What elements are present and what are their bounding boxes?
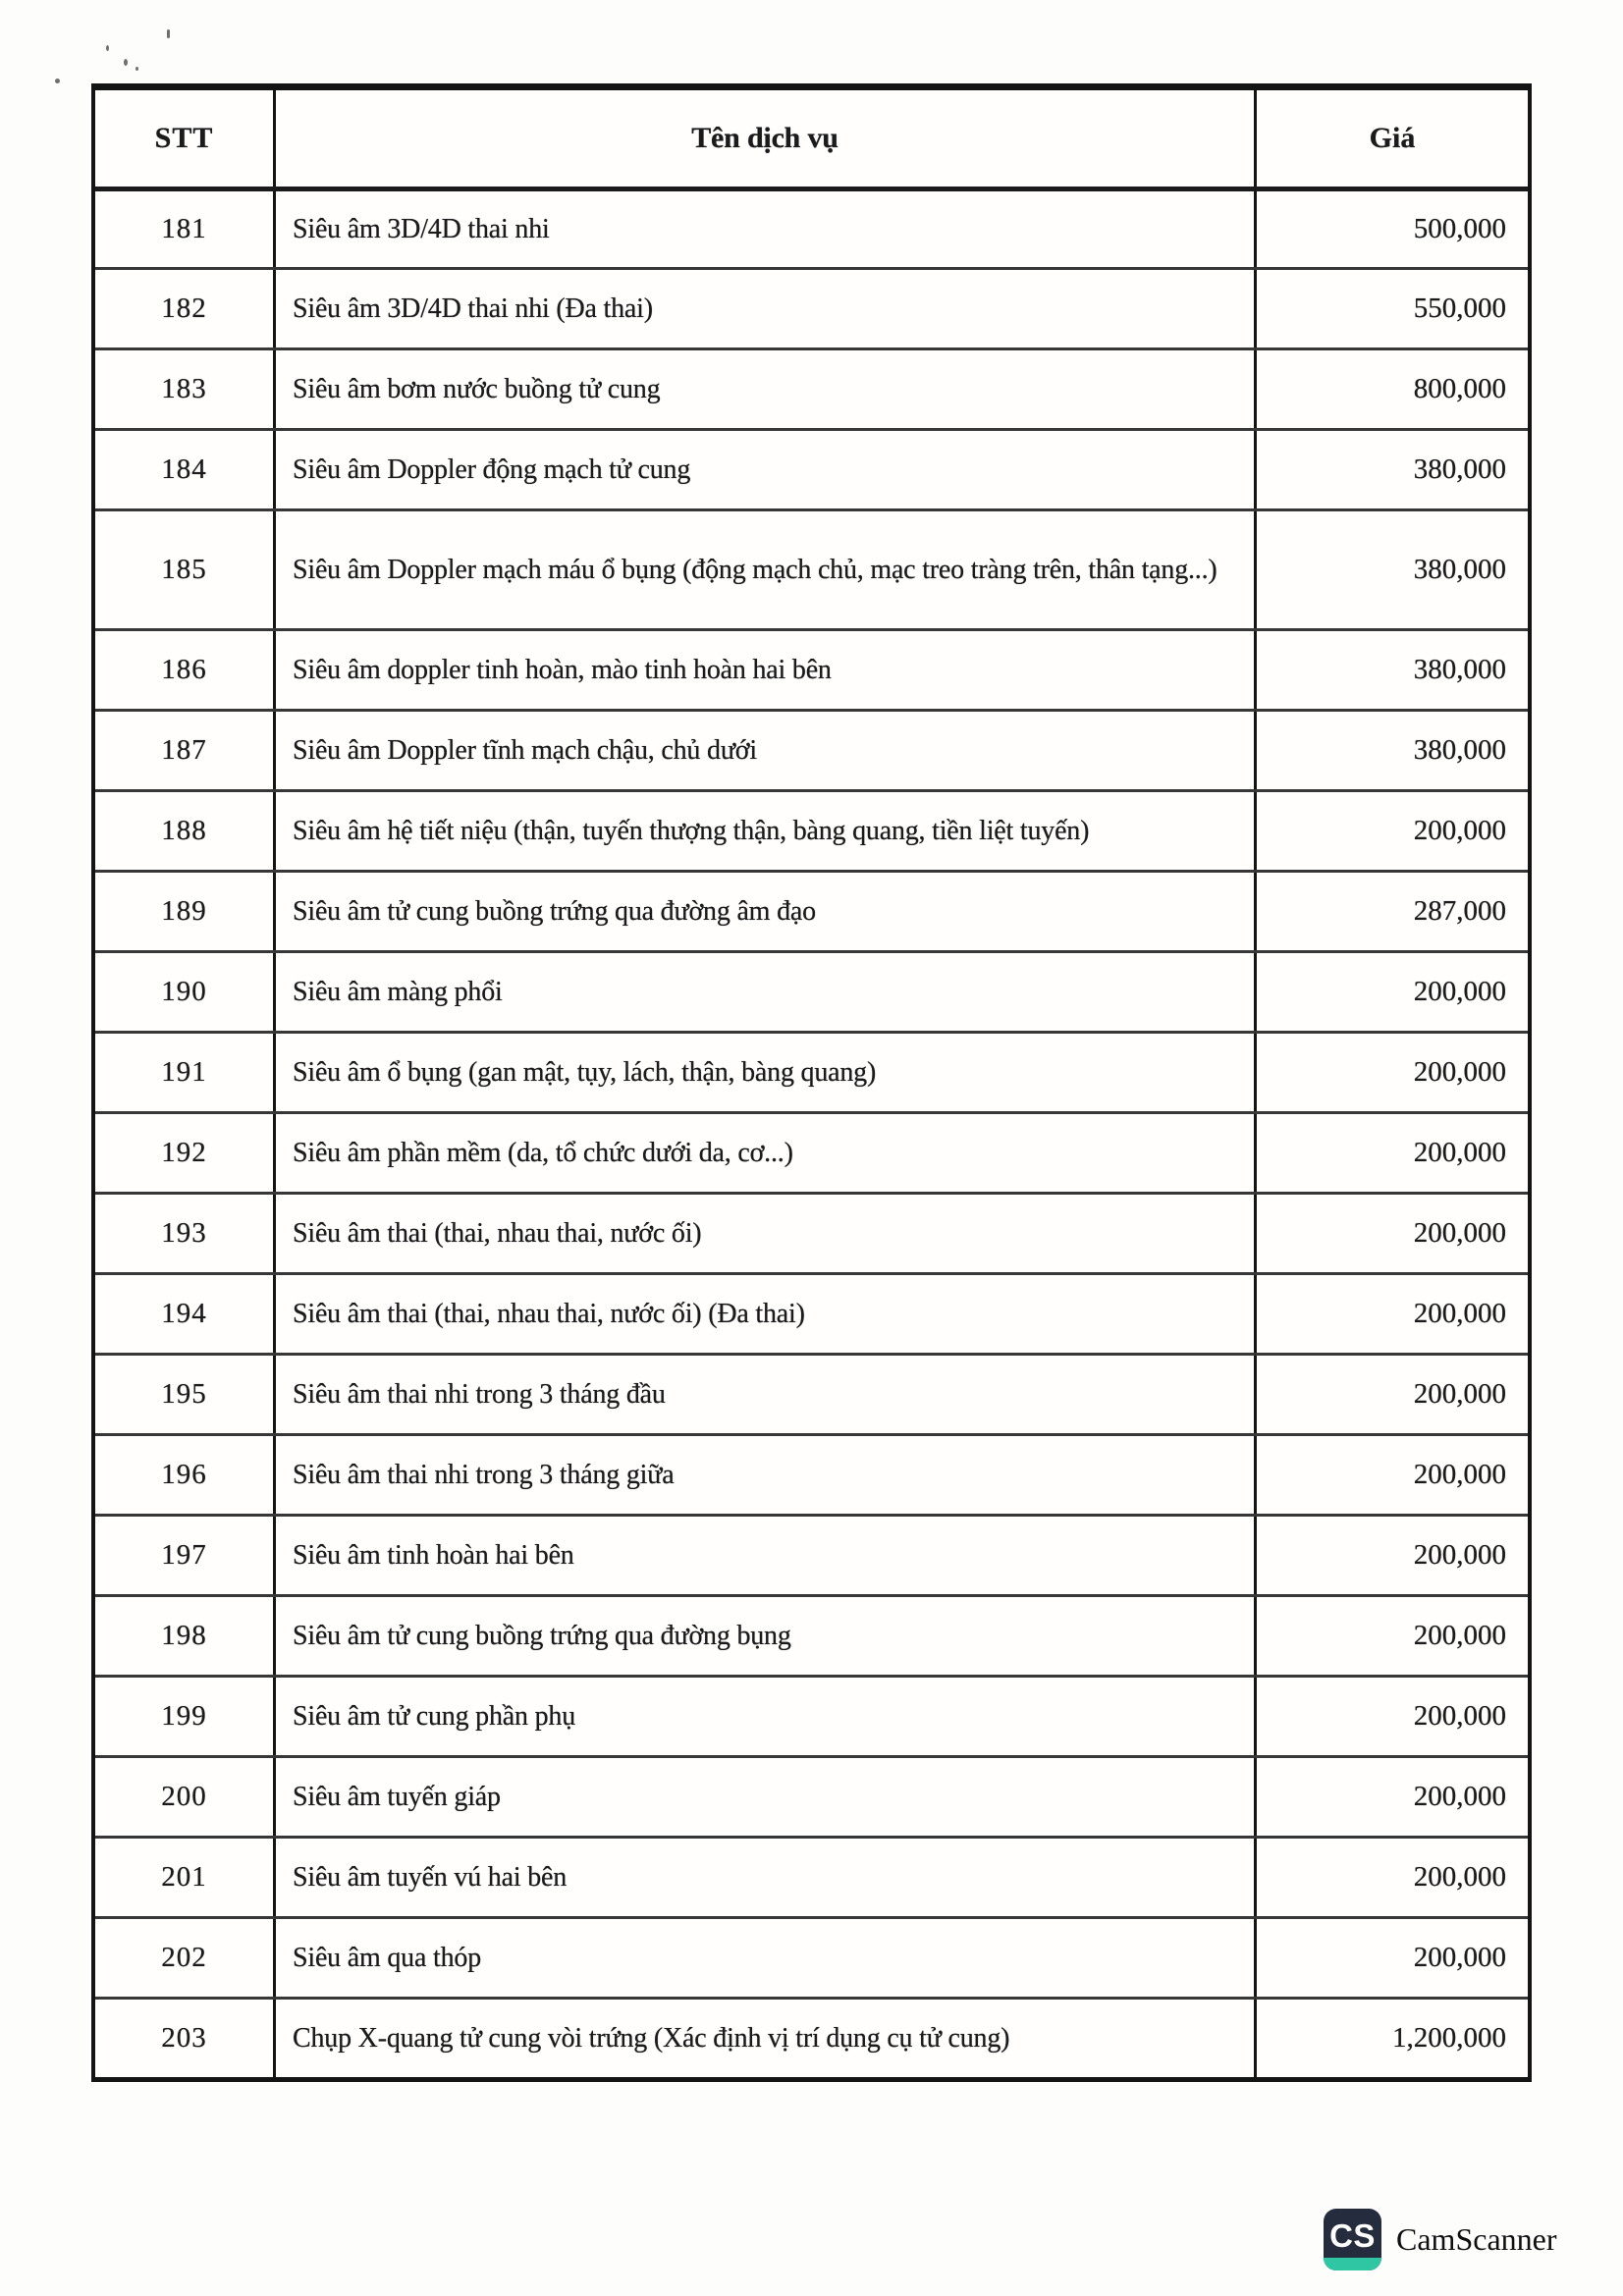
table-row [95, 187, 1528, 267]
row-stt: 187 [95, 712, 276, 789]
row-service: Siêu âm thai (thai, nhau thai, nước ối) [276, 1195, 1257, 1272]
row-service: Siêu âm tuyến vú hai bên [276, 1839, 1257, 1916]
row-price: 200,000 [1413, 1298, 1506, 1329]
table-row [95, 789, 1528, 870]
row-stt: 203 [95, 2000, 276, 2077]
scan-speck [106, 45, 109, 51]
row-stt: 181 [95, 191, 276, 267]
row-stt: 200 [95, 1758, 276, 1836]
table-row [95, 1031, 1528, 1111]
row-service: Chụp X-quang tử cung vòi trứng (Xác định vị trí dụng cụ tử cung) [276, 2000, 1257, 2077]
table-body [95, 187, 1528, 2077]
row-service: Siêu âm qua thóp [276, 1919, 1257, 1997]
row-service: Siêu âm tử cung buồng trứng qua đường bụng [276, 1597, 1257, 1675]
row-price: 200,000 [1413, 1378, 1506, 1410]
row-price: 287,000 [1413, 895, 1506, 927]
table-row [95, 1272, 1528, 1353]
row-service: Siêu âm phần mềm (da, tổ chức dưới da, cơ...) [276, 1114, 1257, 1192]
table-row [95, 1192, 1528, 1272]
row-stt: 193 [95, 1195, 276, 1272]
row-service: Siêu âm tinh hoàn hai bên [276, 1517, 1257, 1594]
row-price: 200,000 [1413, 815, 1506, 846]
row-stt: 201 [95, 1839, 276, 1916]
price-table [91, 83, 1532, 2082]
table-row [95, 1675, 1528, 1755]
row-stt: 199 [95, 1678, 276, 1755]
row-stt: 185 [95, 511, 276, 628]
row-price: 800,000 [1413, 373, 1506, 404]
row-service: Siêu âm thai (thai, nhau thai, nước ối) (Đa thai) [276, 1275, 1257, 1353]
row-price: 200,000 [1413, 1217, 1506, 1249]
scan-speck [167, 29, 170, 38]
table-row [95, 1433, 1528, 1514]
row-service: Siêu âm thai nhi trong 3 tháng đầu [276, 1356, 1257, 1433]
row-service: Siêu âm ổ bụng (gan mật, tụy, lách, thận, bàng quang) [276, 1034, 1257, 1111]
row-price: 1,200,000 [1392, 2022, 1506, 2054]
row-service: Siêu âm hệ tiết niệu (thận, tuyến thượng thận, bàng quang, tiền liệt tuyến) [276, 792, 1257, 870]
row-price: 200,000 [1413, 1056, 1506, 1088]
table-header-row [95, 90, 1528, 187]
row-price: 200,000 [1413, 1620, 1506, 1651]
table-row [95, 870, 1528, 950]
camscanner-logo-strip [1324, 2258, 1381, 2270]
scan-speck [135, 67, 138, 71]
row-price: 200,000 [1413, 1137, 1506, 1168]
row-price: 380,000 [1413, 554, 1506, 585]
row-service: Siêu âm Doppler mạch máu ổ bụng (động mạch chủ, mạc treo tràng trên, thân tạng...) [276, 511, 1257, 628]
row-service: Siêu âm tử cung phần phụ [276, 1678, 1257, 1755]
row-price: 200,000 [1413, 1781, 1506, 1812]
table-row [95, 1111, 1528, 1192]
table-row [95, 1997, 1528, 2077]
row-stt: 189 [95, 873, 276, 950]
table-row [95, 709, 1528, 789]
table-row [95, 347, 1528, 428]
table-row [95, 1594, 1528, 1675]
table-row [95, 1514, 1528, 1594]
row-price: 200,000 [1413, 1942, 1506, 1973]
header-service: Tên dịch vụ [276, 90, 1257, 187]
row-price: 200,000 [1413, 1861, 1506, 1893]
row-price: 200,000 [1413, 1459, 1506, 1490]
row-stt: 202 [95, 1919, 276, 1997]
table-row [95, 508, 1528, 628]
row-stt: 194 [95, 1275, 276, 1353]
row-stt: 188 [95, 792, 276, 870]
row-price: 380,000 [1413, 454, 1506, 485]
table-row [95, 1916, 1528, 1997]
table-row [95, 628, 1528, 709]
row-stt: 186 [95, 631, 276, 709]
table-row [95, 1755, 1528, 1836]
row-stt: 184 [95, 431, 276, 508]
row-service: Siêu âm thai nhi trong 3 tháng giữa [276, 1436, 1257, 1514]
row-stt: 196 [95, 1436, 276, 1514]
row-price: 200,000 [1413, 976, 1506, 1007]
camscanner-brand-name: CamScanner [1396, 2221, 1557, 2257]
row-stt: 190 [95, 953, 276, 1031]
row-service: Siêu âm tuyến giáp [276, 1758, 1257, 1836]
row-service: Siêu âm 3D/4D thai nhi [276, 191, 1257, 267]
camscanner-logo-initials: CS [1329, 2216, 1376, 2254]
row-price: 380,000 [1413, 654, 1506, 685]
table-row [95, 267, 1528, 347]
row-price: 550,000 [1413, 293, 1506, 324]
row-price: 200,000 [1413, 1539, 1506, 1571]
table-row [95, 950, 1528, 1031]
row-stt: 195 [95, 1356, 276, 1433]
row-service: Siêu âm Doppler động mạch tử cung [276, 431, 1257, 508]
table-row [95, 428, 1528, 508]
camscanner-logo-icon [1324, 2209, 1381, 2270]
header-stt: STT [95, 90, 276, 187]
row-price: 200,000 [1413, 1700, 1506, 1732]
scan-speck [124, 59, 128, 66]
camscanner-watermark [1324, 2209, 1557, 2270]
header-price: Giá [1369, 122, 1416, 154]
row-stt: 197 [95, 1517, 276, 1594]
row-service: Siêu âm 3D/4D thai nhi (Đa thai) [276, 270, 1257, 347]
row-stt: 192 [95, 1114, 276, 1192]
row-service: Siêu âm tử cung buồng trứng qua đường âm đạo [276, 873, 1257, 950]
row-price: 500,000 [1413, 213, 1506, 244]
row-stt: 198 [95, 1597, 276, 1675]
row-service: Siêu âm Doppler tĩnh mạch chậu, chủ dưới [276, 712, 1257, 789]
row-service: Siêu âm bơm nước buồng tử cung [276, 350, 1257, 428]
row-service: Siêu âm doppler tinh hoàn, mào tinh hoàn hai bên [276, 631, 1257, 709]
scan-speck [55, 79, 60, 83]
row-stt: 183 [95, 350, 276, 428]
row-stt: 191 [95, 1034, 276, 1111]
row-stt: 182 [95, 270, 276, 347]
table-row [95, 1836, 1528, 1916]
table-row [95, 1353, 1528, 1433]
row-price: 380,000 [1413, 734, 1506, 766]
row-service: Siêu âm màng phổi [276, 953, 1257, 1031]
